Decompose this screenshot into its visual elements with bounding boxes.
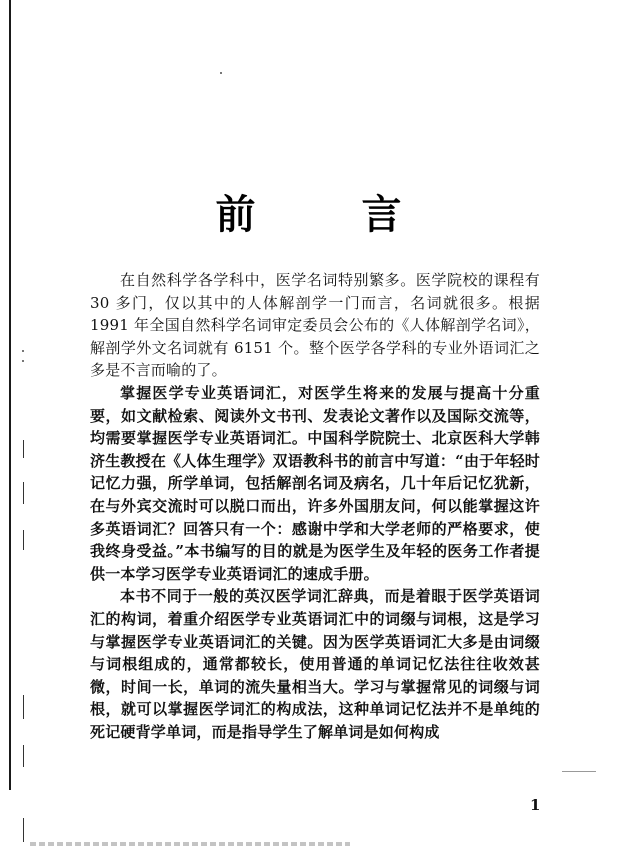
scan-mark: [23, 818, 24, 842]
page-title: 前 言: [215, 191, 448, 238]
page-number: 1: [530, 796, 541, 814]
scan-mark: [22, 360, 24, 362]
scan-mark: [30, 842, 350, 846]
page-left-border: [9, 0, 11, 790]
scan-mark: [562, 771, 596, 772]
body-text: [90, 269, 540, 743]
scan-mark: [23, 695, 24, 719]
scan-mark: [23, 530, 24, 550]
scan-mark: [220, 72, 222, 74]
scan-mark: [23, 482, 24, 504]
scan-mark: [23, 440, 24, 458]
scan-mark: [23, 745, 24, 767]
paragraph: 掌握医学专业英语词汇，对医学生将来的发展与提高十分重要，如文献检索、阅读外文书刊、发表论文著作以及国际交流等，均需要掌握医学专业英语词汇。中国科学院院士、北京医科大学韩济生教授在《人体生理学》双语教科书的前言中写道：“由于年轻时记忆力强，所学单词，包括解剖名词及病名，几十年后记忆犹新，在与外宾交流时可以脱口而出，许多外国朋友问，何以能掌握这许多英语词汇？回答只有一个：感谢中学和大学老师的严格要求，使我终身受益。”本书编写的目的就是为医学生及年轻的医务工作者提供一本学习医学专业英语词汇的速成手册。: [90, 383, 540, 583]
paragraph: 本书不同于一般的英汉医学词汇辞典，而是着眼于医学英语词汇的构词，着重介绍医学专业英语词汇中的词缀与词根，这是学习与掌握医学专业英语词汇的关键。因为医学英语词汇大多是由词缀与词根组成的，通常都较长，使用普通的单词记忆法往往收效甚微，时间一长，单词的流失量相当大。学习与掌握常见的词缀与词根，就可以掌握医学词汇的构成法，这种单词记忆法并不是单纯的死记硬背学单词，而是指导学生了解单词是如何构成: [90, 587, 540, 741]
scan-mark: [22, 350, 24, 352]
paragraph: 在自然科学各学科中，医学名词特别繁多。医学院校的课程有 30 多门，仅以其中的人体解剖学一门而言，名词就很多。根据 1991 年全国自然科学名词审定委员会公布的《人体解剖学名词》，解剖学外文名词就有 6151 个。整个医学各学科的专业外语词汇之多是不言而喻的了。: [90, 271, 540, 380]
